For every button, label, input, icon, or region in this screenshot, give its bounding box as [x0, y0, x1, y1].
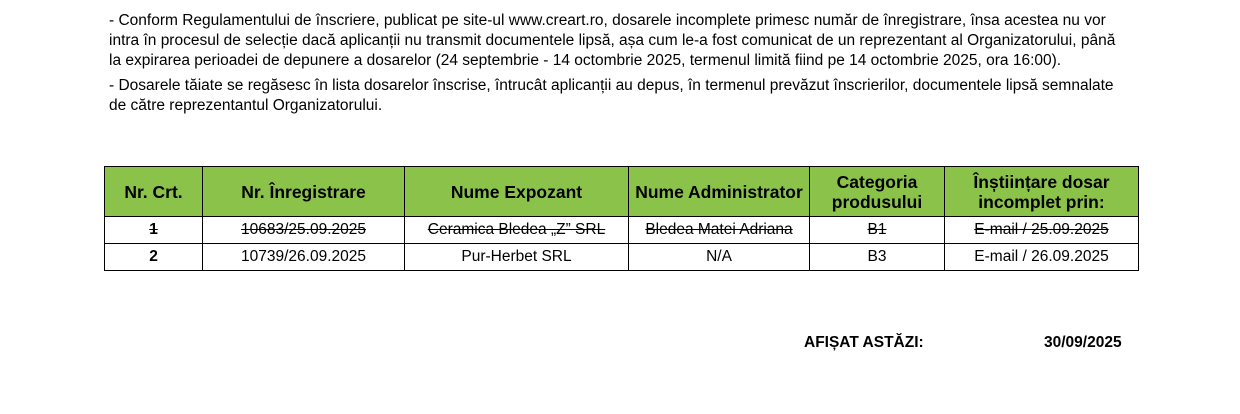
- table-row: [105, 244, 1139, 271]
- cell-administrator: N/A: [629, 244, 810, 271]
- cell-instiintare: E-mail / 25.09.2025: [945, 217, 1139, 244]
- note-struck-files: - Dosarele tăiate se regăsesc în lista dosarelor înscrise, întrucât aplicanții au depus, în termenul prevăzut înscrierilor, documentele lipsă semnalate de către reprezentantul Organizatorului.: [109, 77, 1114, 114]
- cell-expozant: Ceramica Bledea „Z” SRL: [405, 217, 629, 244]
- header-instiintare: Înștiințare dosar incomplet prin:: [945, 167, 1139, 217]
- notes-section: [109, 11, 1129, 121]
- header-nume-expozant: Nume Expozant: [405, 167, 629, 217]
- header-categoria-produsului: Categoria produsului: [810, 167, 945, 217]
- cell-categoria: B3: [810, 244, 945, 271]
- table-row: [105, 217, 1139, 244]
- posted-today-label: AFIȘAT ASTĂZI:: [804, 334, 924, 351]
- header-nr-crt: Nr. Crt.: [105, 167, 203, 217]
- cell-inregistrare: 10739/26.09.2025: [203, 244, 405, 271]
- cell-instiintare: E-mail / 26.09.2025: [945, 244, 1139, 271]
- header-nr-inregistrare: Nr. Înregistrare: [203, 167, 405, 217]
- cell-administrator: Bledea Matei Adriana: [629, 217, 810, 244]
- cell-nr: 2: [105, 244, 203, 271]
- cell-inregistrare: 10683/25.09.2025: [203, 217, 405, 244]
- registration-table: [104, 166, 1139, 271]
- note-incomplete-files: - Conform Regulamentului de înscriere, publicat pe site-ul www.creart.ro, dosarele incomplete primesc număr de înregistrare, însa acestea nu vor intra în procesul de selecție dacă aplicanții nu transmit documentele lipsă, așa cum le-a fost comunicat de un reprezentant al Organizatorului, până la expirarea perioadei de depunere a dosarelor (24 septembrie - 14 octombrie 2025, termenul limită fiind pe 14 octombrie 2025, ora 16:00).: [109, 12, 1116, 69]
- table-header-row: [105, 167, 1139, 217]
- header-nume-administrator: Nume Administrator: [629, 167, 810, 217]
- posted-date: 30/09/2025: [1044, 334, 1122, 351]
- cell-categoria: B1: [810, 217, 945, 244]
- cell-nr: 1: [105, 217, 203, 244]
- cell-expozant: Pur-Herbet SRL: [405, 244, 629, 271]
